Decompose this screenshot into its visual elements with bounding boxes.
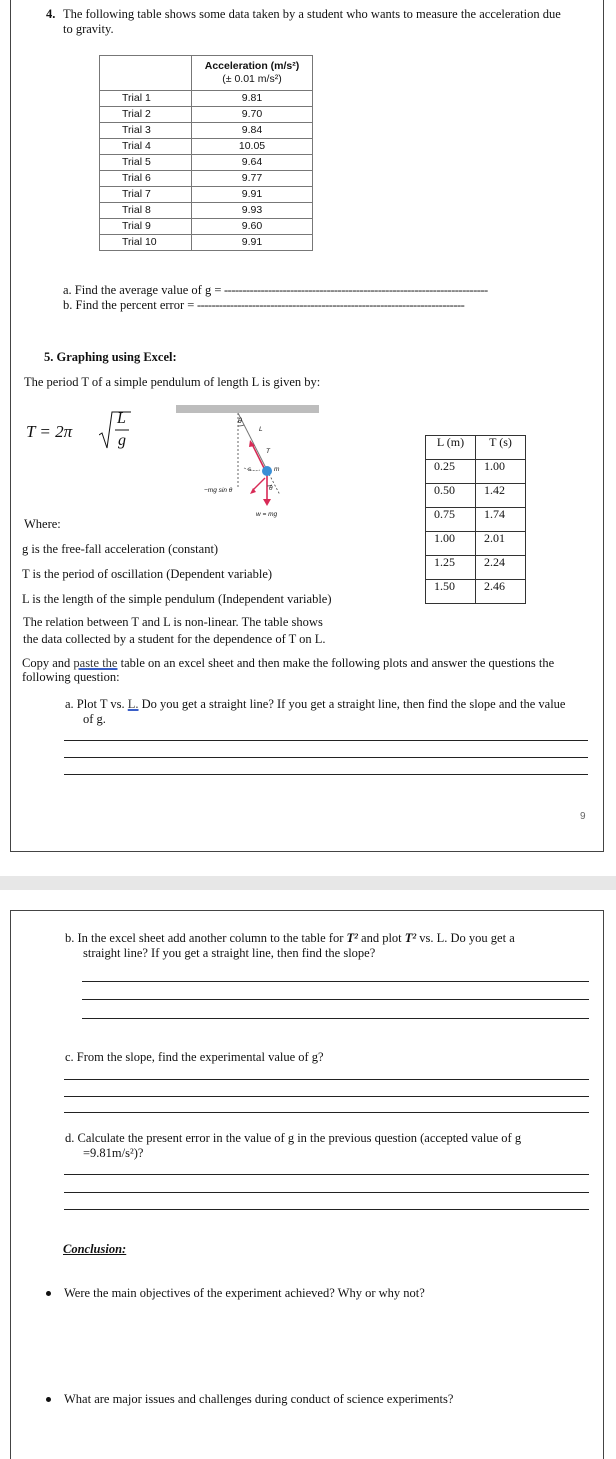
period-formula: T = 2π L g [26,408,146,456]
answer-line [82,981,589,982]
answer-line [64,1079,589,1080]
table-row: Trial 4 10.05 [100,139,313,155]
acceleration-table [99,55,313,251]
q5-intro: The period T of a simple pendulum of length L is given by: [24,375,321,389]
table-row: 0.25 1.00 [426,460,526,484]
table-row: 1.50 2.46 [426,580,526,604]
header-T: T (s) [476,436,526,460]
table-row: 1.00 2.01 [426,532,526,556]
table-row: Trial 1 9.81 [100,91,313,107]
q5-part-a-line2: of g. [83,712,106,726]
q4-part-b: b. Find the percent error = ------------------------------------------------------------------------- [63,298,465,312]
header-L: L (m) [426,436,476,460]
table-row: 0.50 1.42 [426,484,526,508]
table-row: Trial 5 9.64 [100,155,313,171]
copy-instruction-line2: following question: [22,670,120,684]
copy-instruction: Copy and paste the table on an excel sheet and then make the following plots and answer the questions the [22,656,555,670]
table-row: 0.75 1.74 [426,508,526,532]
acceleration-header: Acceleration (m/s²) (± 0.01 m/s²) [192,56,313,91]
length-period-table [425,435,526,604]
q4-part-a: a. Find the average value of g = ------------------------------------------------------------------------ [63,283,488,297]
answer-line [82,1018,589,1019]
q5-heading: 5. Graphing using Excel: [44,350,177,364]
p2-part-c: c. From the slope, find the experimental value of g? [65,1050,324,1064]
bullet-icon [46,1291,51,1296]
q4-text-line1: The following table shows some data taken by a student who wants to measure the acceleration due [63,7,561,21]
relation-line2: the data collected by a student for the dependence of T on L. [23,632,326,646]
table-row: Trial 7 9.91 [100,187,313,203]
conclusion-heading: Conclusion: [63,1242,127,1256]
answer-line [64,1096,589,1097]
answer-line [64,740,588,741]
q5-part-a: a. Plot T vs. L. Do you get a straight line? If you get a straight line, then find the slope and the value [65,697,566,711]
bullet-icon [46,1397,51,1402]
g-definition: g is the free-fall acceleration (constant) [22,542,219,556]
bullet-1: Were the main objectives of the experiment achieved? Why or why not? [64,1286,425,1300]
answer-line [82,999,589,1000]
L-definition: L is the length of the simple pendulum (Independent variable) [22,592,332,606]
page-gap [0,876,616,890]
table-row: Trial 10 9.91 [100,235,313,251]
answer-line [64,757,588,758]
answer-line [64,774,588,775]
table-row: 1.25 2.24 [426,556,526,580]
table-row: Trial 9 9.60 [100,219,313,235]
bullet-2: What are major issues and challenges during conduct of science experiments? [64,1392,454,1406]
answer-line [64,1112,589,1113]
answer-line [64,1209,589,1210]
q4-number: 4. [46,7,56,21]
page-number: 9 [580,811,586,822]
answer-line [64,1192,589,1193]
answer-line [64,1174,589,1175]
p2-part-b: b. In the excel sheet add another column to the table for T² and plot T² vs. L. Do you get a [65,931,515,945]
relation-line1: The relation between T and L is non-linear. The table shows [23,615,323,629]
p2-part-d: d. Calculate the present error in the value of g in the previous question (accepted value of g [65,1131,522,1145]
page-2 [10,910,604,1459]
T-definition: T is the period of oscillation (Dependent variable) [22,567,273,581]
table-row: Trial 6 9.77 [100,171,313,187]
pendulum-diagram: θ L T s m −mg sin θ θ w = mg [176,402,321,522]
q4-text-line2: to gravity. [63,22,114,36]
p2-part-b-line2: straight line? If you get a straight line, then find the slope? [83,946,376,960]
table-row: Trial 2 9.70 [100,107,313,123]
p2-part-d-line2: =9.81m/s²)? [83,1146,144,1160]
table-row: Trial 3 9.84 [100,123,313,139]
where-label: Where: [24,517,61,531]
table-row: Trial 8 9.93 [100,203,313,219]
